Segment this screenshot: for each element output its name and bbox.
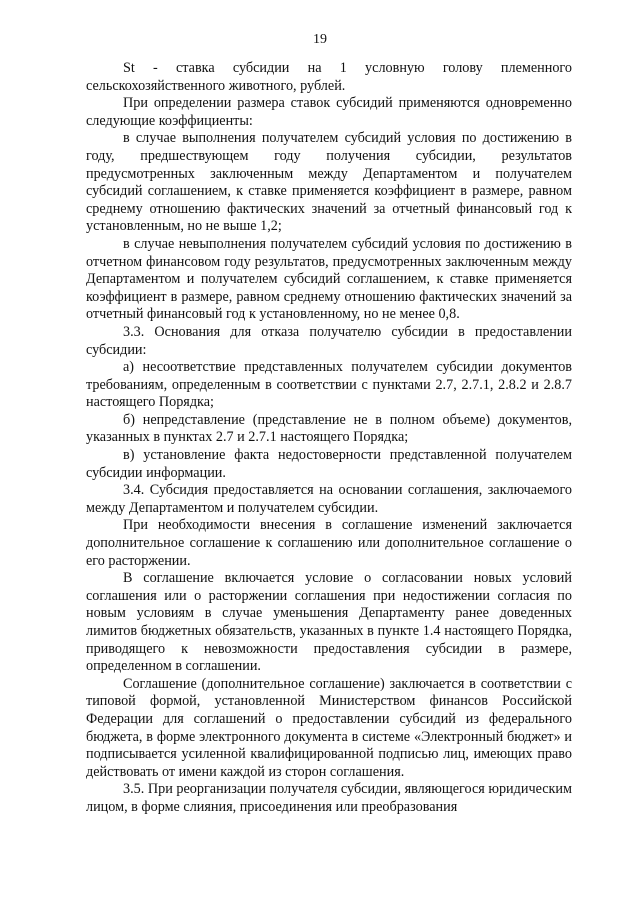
paragraph-agreement-form: Соглашение (дополнительное соглашение) заключается в соответствии с типовой формой, установленной Министерством финансов Российской Федерации для соглашений о предоставлении субсидий из федерального бюджета, в форме электронного документа в системе «Электронный бюджет» и подписывается усиленной квалифицированной подписью лиц, имеющих право действовать от имени каждой из сторон соглашения.	[86, 675, 572, 780]
paragraph-coefficient-fulfilled: в случае выполнения получателем субсидий условия по достижению в году, предшествующем году получения субсидии, результатов предусмотренных заключенным между Департаментом и получателем субсидий соглашением, к ставке применяется коэффициент в размере, равном среднему отношению фактических значений за отчетный финансовый год к установленным, но не выше 1,2;	[86, 130, 572, 235]
paragraph-section-3-4: 3.4. Субсидия предоставляется на основании соглашения, заключаемого между Департаментом и получателем субсидии.	[86, 482, 572, 516]
paragraph-refusal-reason-c: в) установление факта недостоверности представленной получателем субсидии информации.	[86, 447, 572, 481]
paragraph-subsidy-rate-definition: St - ставка субсидии на 1 условную голову племенного сельскохозяйственного животного, рублей.	[86, 60, 572, 94]
paragraph-agreement-conditions: В соглашение включается условие о согласовании новых условий соглашения или о расторжении соглашения при недостижении согласия по новым условиям в случае уменьшения Департаменту ранее доведенных лимитов бюджетных обязательств, указанных в пункте 1.4 настоящего Порядка, приводящего к невозможности предоставления субсидии в размере, определенном в соглашении.	[86, 570, 572, 675]
paragraph-refusal-reason-b: б) непредставление (представление не в полном объеме) документов, указанных в пунктах 2.7 и 2.7.1 настоящего Порядка;	[86, 411, 572, 446]
paragraph-refusal-reason-a: а) несоответствие представленных получателем субсидии документов требованиям, определенным в соответствии с пунктами 2.7, 2.7.1, 2.8.2 и 2.8.7 настоящего Порядка;	[86, 359, 572, 411]
paragraph-additional-agreement: При необходимости внесения в соглашение изменений заключается дополнительное соглашение к соглашению или дополнительное соглашение о его расторжении.	[86, 517, 572, 569]
paragraph-section-3-5: 3.5. При реорганизации получателя субсидии, являющегося юридическим лицом, в форме слияния, присоединения или преобразования	[86, 781, 572, 815]
document-body	[86, 60, 572, 817]
paragraph-coefficient-not-fulfilled: в случае невыполнения получателем субсидий условия по достижению в отчетном финансовом году результатов, предусмотренных заключенным между Департаментом и получателем субсидий соглашением, к ставке применяется коэффициент в размере, равном среднему отношению фактических значений за отчетный финансовый год к установленному, но не менее 0,8.	[86, 235, 572, 323]
page-number: 19	[313, 32, 327, 47]
paragraph-section-3-3: 3.3. Основания для отказа получателю субсидии в предоставлении субсидии:	[86, 323, 572, 358]
paragraph-coefficients-intro: При определении размера ставок субсидий применяются одновременно следующие коэффициенты:	[86, 95, 572, 129]
